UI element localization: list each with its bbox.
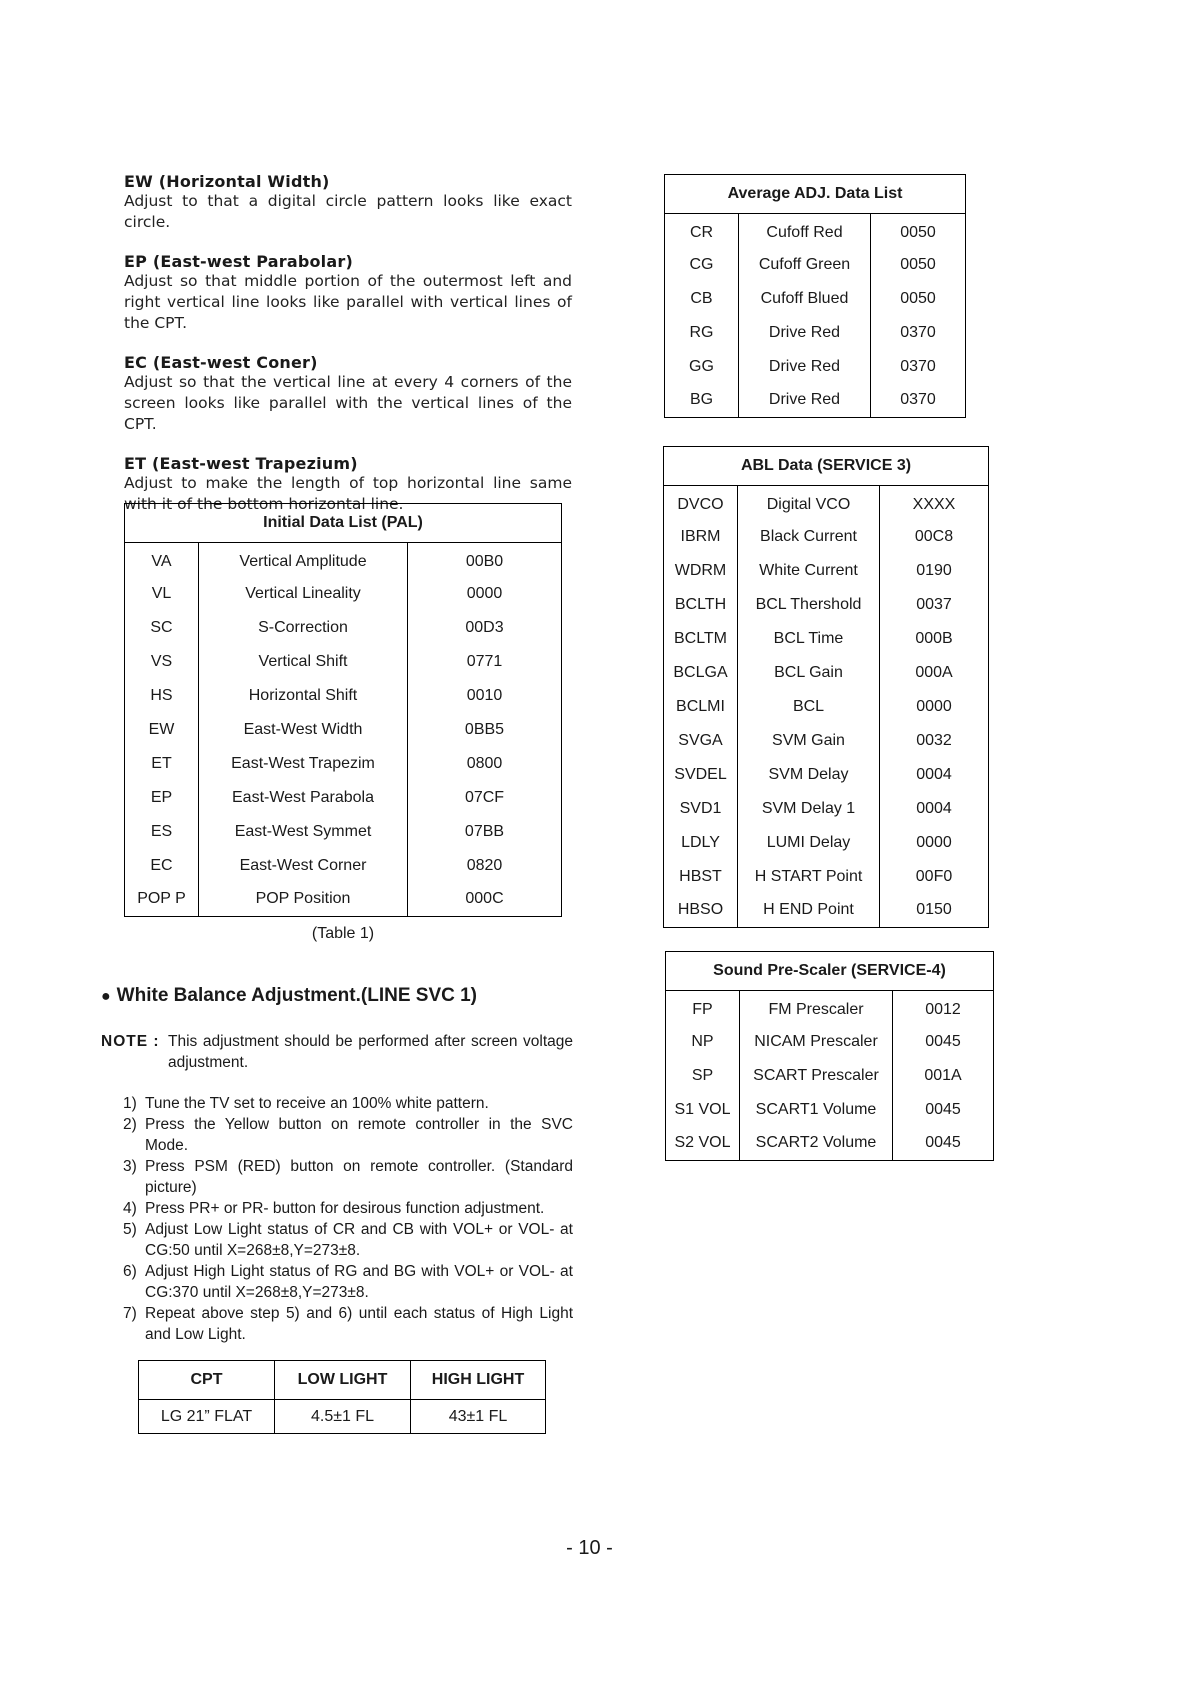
table-cell: ES [125, 815, 199, 849]
table-row [125, 883, 562, 917]
table-cell: 0771 [466, 652, 503, 670]
table-row [125, 543, 562, 577]
table-cell: VA [125, 543, 199, 577]
sound-prescaler-body [666, 991, 994, 1161]
table-cell: SVDEL [664, 758, 738, 792]
table-row [666, 1127, 994, 1161]
table-cell: 0000 [916, 697, 952, 715]
table-row [125, 577, 562, 611]
table-row [664, 656, 989, 690]
cpt-table [138, 1360, 546, 1434]
table-cell: Vertical Amplitude [199, 543, 408, 577]
step-text: Repeat above step 5) and 6) until each status of High Light and Low Light. [145, 1305, 573, 1343]
table-cell: 00F0 [915, 867, 953, 885]
note-label: NOTE : [101, 1033, 160, 1050]
table-row [665, 282, 966, 316]
step-text: Adjust Low Light status of CR and CB with VOL+ or VOL- at CG:50 until X=268±8,Y=273±8. [145, 1221, 573, 1259]
table-cell: 07CF [464, 788, 505, 806]
step-number: 5) [123, 1221, 137, 1238]
table-cell: 000A [915, 663, 953, 681]
table-title: Initial Data List (PAL) [125, 504, 562, 543]
step-number: 7) [123, 1305, 137, 1322]
table-cell: 00B0 [465, 552, 504, 570]
section-heading: EC (East-west Coner) [124, 353, 318, 372]
table-cell: East-West Corner [199, 849, 408, 883]
table-cell: BCL Time [738, 622, 880, 656]
table-cell: 0045 [925, 1032, 961, 1050]
step-number: 2) [123, 1116, 137, 1133]
cpt-header: CPT [139, 1361, 275, 1400]
low-light-header: LOW LIGHT [275, 1361, 411, 1400]
table-cell: Cufoff Green [739, 248, 871, 282]
table-cell: SCART2 Volume [740, 1127, 893, 1161]
table-cell: HBSO [664, 894, 738, 928]
table-cell: 000C [465, 890, 504, 908]
table-cell: 0045 [925, 1100, 961, 1118]
table-cell: BCLMI [664, 690, 738, 724]
table-row [664, 860, 989, 894]
table-cell: FM Prescaler [740, 991, 893, 1025]
table-row [665, 350, 966, 384]
table-cell: 0050 [900, 289, 936, 307]
table-cell: EW [125, 713, 199, 747]
step-text: Adjust High Light status of RG and BG with VOL+ or VOL- at CG:370 until X=268±8,Y=273±8. [145, 1263, 573, 1301]
table-cell: SVM Gain [738, 724, 880, 758]
table-cell: S1 VOL [666, 1093, 740, 1127]
table-cell: XXXX [912, 495, 956, 513]
table-cell: WDRM [664, 554, 738, 588]
table-row [664, 520, 989, 554]
table-cell: Black Current [738, 520, 880, 554]
table-cell: 0012 [925, 1000, 961, 1018]
table-cell: LDLY [664, 826, 738, 860]
table-cell: S-Correction [199, 611, 408, 645]
table-row [666, 991, 994, 1025]
table-cell: 0045 [925, 1134, 961, 1152]
table-cell: 4.5±1 FL [275, 1400, 411, 1434]
step-text: Press the Yellow button on remote controller in the SVC Mode. [145, 1116, 573, 1154]
table-cell: VL [125, 577, 199, 611]
table-row [664, 792, 989, 826]
table-cell: GG [665, 350, 739, 384]
table-cell: EP [125, 781, 199, 815]
table-cell: SCART Prescaler [740, 1059, 893, 1093]
table-cell: Vertical Lineality [199, 577, 408, 611]
table-cell: BCLGA [664, 656, 738, 690]
table-cell: 0000 [916, 833, 952, 851]
table-cell: BCLTM [664, 622, 738, 656]
table-cell: SVGA [664, 724, 738, 758]
table-row [125, 611, 562, 645]
section-ew [124, 172, 572, 233]
left-sections [124, 172, 572, 515]
list-item [123, 1219, 573, 1261]
table-row [125, 849, 562, 883]
table-cell: Drive Red [739, 350, 871, 384]
table-row [125, 747, 562, 781]
table-row [664, 554, 989, 588]
table-cell: 07BB [464, 822, 505, 840]
table-cell: 0010 [466, 686, 503, 704]
table-row [664, 826, 989, 860]
initial-data-table [124, 503, 562, 917]
step-number: 3) [123, 1158, 137, 1175]
table-cell: POP P [125, 883, 199, 917]
table-cell: East-West Symmet [199, 815, 408, 849]
table-cell: BCLTH [664, 588, 738, 622]
table-cell: White Current [738, 554, 880, 588]
table-row [666, 1025, 994, 1059]
table-row [664, 486, 989, 520]
table-cell: LUMI Delay [738, 826, 880, 860]
table-cell: DVCO [664, 486, 738, 520]
table-cell: Cufoff Blued [739, 282, 871, 316]
step-number: 6) [123, 1263, 137, 1280]
abl-data-body [664, 486, 989, 928]
table-row [125, 713, 562, 747]
note [101, 1031, 573, 1073]
table-cell: VS [125, 645, 199, 679]
table-caption: (Table 1) [311, 925, 375, 942]
table-row [664, 894, 989, 928]
section-ep [124, 252, 572, 334]
table-cell: 43±1 FL [448, 1407, 508, 1425]
note-text: This adjustment should be performed after screen voltage adjustment. [168, 1033, 573, 1071]
list-item [123, 1303, 573, 1345]
table-cell: 0004 [916, 765, 952, 783]
table-cell: 0370 [900, 391, 936, 409]
table-cell: CR [665, 214, 739, 248]
table-cell: 00C8 [914, 527, 954, 545]
table-row [665, 384, 966, 418]
heading-text: White Balance Adjustment.(LINE SVC 1) [116, 985, 478, 1006]
table-cell: 0370 [900, 357, 936, 375]
section-body: Adjust so that the vertical line at every 4 corners of the screen looks like parallel with the vertical lines of the CPT. [124, 373, 572, 433]
initial-data-body [125, 543, 562, 917]
table-cell: Vertical Shift [199, 645, 408, 679]
white-balance-heading [101, 985, 477, 1007]
table-row [666, 1059, 994, 1093]
list-item [123, 1156, 573, 1198]
table-cell: 0037 [916, 595, 952, 613]
table-row [665, 214, 966, 248]
page-number: - 10 - [566, 1537, 613, 1559]
table-cell: 0800 [466, 754, 503, 772]
table-cell: 00D3 [465, 618, 504, 636]
table-cell: CG [665, 248, 739, 282]
list-item [123, 1093, 573, 1114]
table-cell: CB [665, 282, 739, 316]
table-cell: 0050 [900, 255, 936, 273]
table-cell: 0370 [900, 323, 936, 341]
table-cell: East-West Trapezim [199, 747, 408, 781]
table-cell: 0050 [900, 223, 936, 241]
table-cell: ET [125, 747, 199, 781]
section-heading: ET (East-west Trapezium) [124, 454, 358, 473]
table-cell: EC [125, 849, 199, 883]
table-cell: East-West Width [199, 713, 408, 747]
table-row [125, 781, 562, 815]
section-body: Adjust so that middle portion of the outermost left and right vertical line looks like parallel with vertical lines of the CPT. [124, 272, 572, 332]
table-row [664, 588, 989, 622]
table-cell: SCART1 Volume [740, 1093, 893, 1127]
table-row [125, 815, 562, 849]
table-cell: RG [665, 316, 739, 350]
average-adj-body [665, 214, 966, 418]
section-heading: EW (Horizontal Width) [124, 172, 330, 191]
table-row [664, 758, 989, 792]
table-cell: 0000 [466, 584, 503, 602]
table-cell: 0190 [916, 561, 952, 579]
table-cell: SVM Delay 1 [738, 792, 880, 826]
list-item [123, 1114, 573, 1156]
table-cell: NP [666, 1025, 740, 1059]
table-cell: 0820 [466, 856, 503, 874]
table-cell: BG [665, 384, 739, 418]
list-item [123, 1261, 573, 1303]
table-cell: Horizontal Shift [199, 679, 408, 713]
table-row [125, 645, 562, 679]
table-cell: Digital VCO [738, 486, 880, 520]
table-row [665, 316, 966, 350]
table-cell: LG 21” FLAT [139, 1400, 275, 1434]
table-cell: SVD1 [664, 792, 738, 826]
average-adj-table [664, 174, 966, 418]
step-text: Press PSM (RED) button on remote controller. (Standard picture) [145, 1158, 573, 1196]
table-cell: H START Point [738, 860, 880, 894]
step-text: Tune the TV set to receive an 100% white pattern. [145, 1095, 489, 1112]
section-heading: EP (East-west Parabolar) [124, 252, 353, 271]
table-cell: Cufoff Red [739, 214, 871, 248]
step-number: 1) [123, 1095, 137, 1112]
bullet: ● [101, 988, 111, 1005]
sound-prescaler-table [665, 951, 994, 1161]
abl-data-table [663, 446, 989, 928]
section-ec [124, 353, 572, 435]
adjustment-steps [123, 1093, 573, 1345]
table-cell: East-West Parabola [199, 781, 408, 815]
table-row [139, 1400, 546, 1434]
table-row [666, 1093, 994, 1127]
table-cell: H END Point [738, 894, 880, 928]
table-cell: HS [125, 679, 199, 713]
table-cell: Drive Red [739, 316, 871, 350]
table-row [665, 248, 966, 282]
table-title: Sound Pre-Scaler (SERVICE-4) [666, 952, 994, 991]
step-text: Press PR+ or PR- button for desirous function adjustment. [145, 1200, 545, 1217]
table-cell: NICAM Prescaler [740, 1025, 893, 1059]
section-body: Adjust to that a digital circle pattern looks like exact circle. [124, 192, 572, 231]
table-cell: 001A [924, 1066, 962, 1084]
step-number: 4) [123, 1200, 137, 1217]
table-cell: BCL Thershold [738, 588, 880, 622]
table-cell: IBRM [664, 520, 738, 554]
table-cell: BCL Gain [738, 656, 880, 690]
table-row [664, 690, 989, 724]
table-cell: SVM Delay [738, 758, 880, 792]
table-cell: 0150 [916, 901, 952, 919]
table-cell: S2 VOL [666, 1127, 740, 1161]
table-cell: FP [666, 991, 740, 1025]
table-cell: 000B [915, 629, 953, 647]
table-cell: Drive Red [739, 384, 871, 418]
table-cell: 0004 [916, 799, 952, 817]
table-cell: SC [125, 611, 199, 645]
table-cell: 0032 [916, 731, 952, 749]
table-title: ABL Data (SERVICE 3) [664, 447, 989, 486]
table-row [664, 724, 989, 758]
table-cell: 0BB5 [464, 720, 505, 738]
table-row [125, 679, 562, 713]
list-item [123, 1198, 573, 1219]
table-cell: BCL [738, 690, 880, 724]
section-body: Adjust to make the length of top horizontal line same with it of the bottom horizontal line. [124, 474, 572, 513]
table-row [664, 622, 989, 656]
table-cell: POP Position [199, 883, 408, 917]
table-cell: HBST [664, 860, 738, 894]
table-cell: SP [666, 1059, 740, 1093]
high-light-header: HIGH LIGHT [411, 1361, 546, 1400]
table-title: Average ADJ. Data List [665, 175, 966, 214]
